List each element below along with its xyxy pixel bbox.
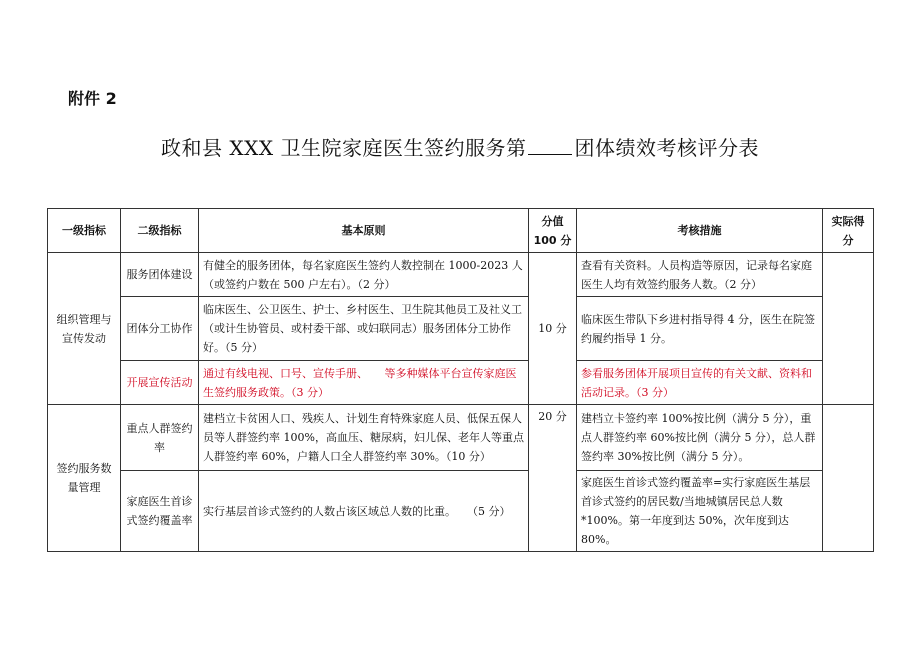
table-row [48, 297, 874, 361]
header-principle: 基本原则 [199, 209, 529, 253]
measures-cell: 临床医生带队下乡进村指导得 4 分，医生在院签约履约指导 1 分。 [577, 297, 823, 361]
header-row [48, 209, 874, 253]
table-row [48, 471, 874, 552]
score-cell: 10 分 [529, 253, 577, 405]
score-cell: 20 分 [529, 405, 577, 552]
measures-cell: 查看有关资料。人员构造等原因，记录每名家庭医生人均有效签约服务人数。（2 分） [577, 253, 823, 297]
measures-cell: 家庭医生首诊式签约覆盖率=实行家庭医生基层首诊式签约的居民数/当地城镇居民总人数*100%。第一年度到达 50%，次年度到达 80%。 [577, 471, 823, 552]
level2-cell: 开展宣传活动 [121, 361, 199, 405]
level2-cell: 服务团体建设 [121, 253, 199, 297]
header-measures: 考核措施 [577, 209, 823, 253]
level2-cell: 家庭医生首诊式签约覆盖率 [121, 471, 199, 552]
actual-score-cell [823, 253, 874, 405]
level2-cell: 团体分工协作 [121, 297, 199, 361]
page-title [0, 132, 920, 161]
principle-cell: 建档立卡贫困人口、残疾人、计划生育特殊家庭人员、低保五保人员等人群签约率 100%，高血压、糖尿病，妇儿保、老年人等重点人群签约率 60%，户籍人口全人群签约率 30%。（10 分） [199, 405, 529, 471]
table-row [48, 405, 874, 471]
level1-cell: 组织管理与宣传发动 [48, 253, 121, 405]
attachment-label: 附件 2 [68, 89, 117, 108]
evaluation-table [47, 208, 874, 552]
actual-score-cell [823, 405, 874, 552]
measures-cell: 参看服务团体开展项目宣传的有关文献、资料和活动记录。（3 分） [577, 361, 823, 405]
header-score: 分值 100 分 [529, 209, 577, 253]
table-row [48, 361, 874, 405]
level2-cell: 重点人群签约率 [121, 405, 199, 471]
table-row [48, 253, 874, 297]
title-after: 团体绩效考核评分表 [574, 136, 759, 160]
principle-cell: 临床医生、公卫医生、护士、乡村医生、卫生院其他员工及社义工（或计生协管员、或村委干部、或妇联同志）服务团体分工协作好。（5 分） [199, 297, 529, 361]
level1-cell: 签约服务数量管理 [48, 405, 121, 552]
principle-cell: 有健全的服务团体，每名家庭医生签约人数控制在 1000-2023 人（或签约户数在 500 户左右）。（2 分） [199, 253, 529, 297]
header-level2: 二级指标 [121, 209, 199, 253]
measures-cell: 建档立卡签约率 100%按比例（满分 5 分），重点人群签约率 60%按比例（满分 5 分），总人群签约率 30%按比例（满分 5 分）。 [577, 405, 823, 471]
title-blank [528, 136, 572, 155]
principle-cell: 通过有线电视、口号、宣传手册、 等多种媒体平台宣传家庭医生签约服务政策。（3 分） [199, 361, 529, 405]
title-before: 政和县 XXX 卫生院家庭医生签约服务第 [161, 136, 527, 160]
header-level1: 一级指标 [48, 209, 121, 253]
principle-cell: 实行基层首诊式签约的人数占该区域总人数的比重。 （5 分） [199, 471, 529, 552]
header-actual: 实际得分 [823, 209, 874, 253]
